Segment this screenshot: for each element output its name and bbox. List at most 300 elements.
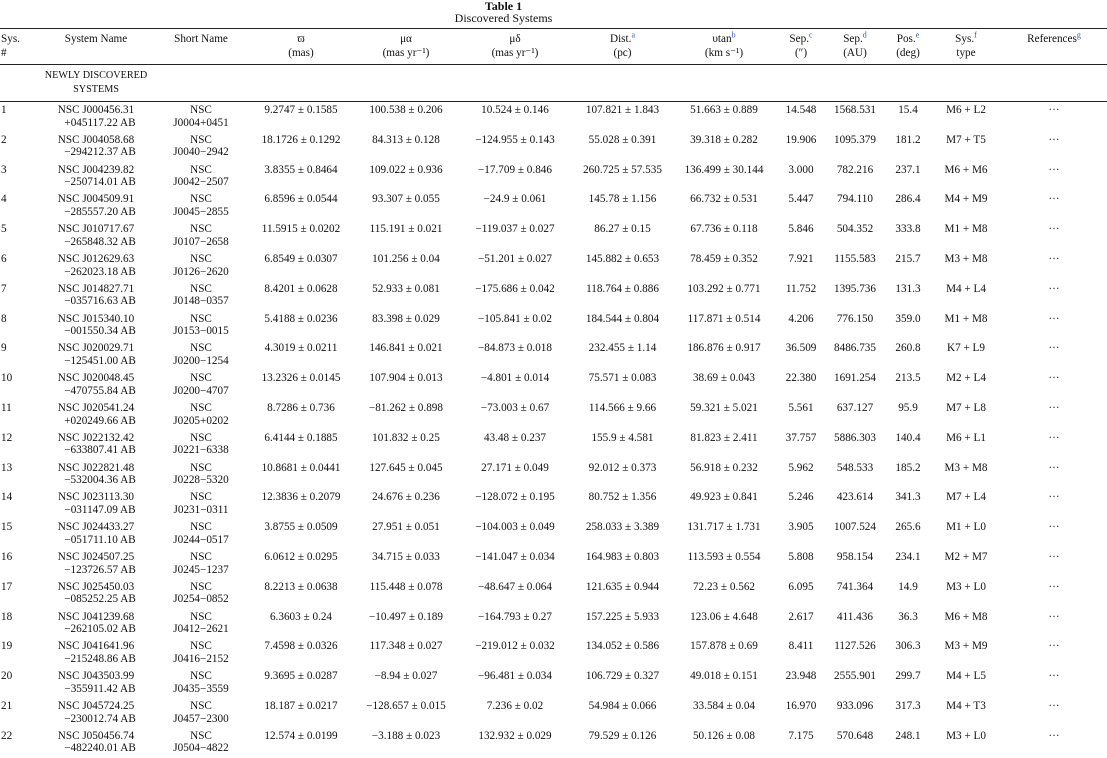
cell-short-name: NSC J0200−4707 [173,372,229,397]
cell-system-name: NSC J022821.48 −532004.36 AB [57,461,136,487]
cell-sep-arcsec: 4.206 [788,312,814,325]
cell-references: ··· [1048,699,1060,712]
cell-system-name: NSC J015340.10 −001550.34 AB [57,312,136,338]
cell-distance: 114.566 ± 9.66 [588,401,657,414]
cell-pos-angle: 14.9 [898,580,918,593]
cell-pm-dec: 27.171 ± 0.049 [481,461,549,474]
table-header-row [0,29,1107,65]
cell-system-name: NSC J020029.71 −125451.00 AB [57,342,136,367]
cell-parallax: 8.2213 ± 0.0638 [264,580,338,593]
table-row [0,311,1107,341]
cell-references: ··· [1048,640,1060,653]
cell-sys-num: 10 [1,372,13,385]
cell-pm-ra: 109.022 ± 0.936 [369,163,443,176]
cell-sys-type: M7 + L8 [946,401,986,414]
cell-pos-angle: 248.1 [895,729,921,742]
cell-pm-ra: 34.715 ± 0.033 [372,550,440,563]
cell-sys-type: M4 + T3 [946,699,986,712]
cell-distance: 92.012 ± 0.373 [588,461,657,474]
cell-parallax: 18.187 ± 0.0217 [264,699,338,712]
cell-short-name: NSC J0457−2300 [173,699,229,725]
cell-sep-au: 1691.254 [834,372,876,385]
cell-distance: 260.725 ± 57.535 [583,163,662,176]
cell-sys-type: M1 + L0 [946,521,986,534]
cell-vtan: 113.593 ± 0.554 [687,550,761,563]
cell-pm-dec: 10.524 ± 0.146 [481,104,549,116]
cell-pm-ra: 24.676 ± 0.236 [372,491,440,504]
cell-references: ··· [1048,729,1060,742]
cell-pm-dec: −73.003 ± 0.67 [480,401,550,414]
cell-pm-ra: 100.538 ± 0.206 [369,104,443,116]
cell-pm-ra: −10.497 ± 0.189 [369,610,443,623]
table-row [0,281,1107,311]
cell-system-name: NSC J043503.99 −355911.42 AB [57,670,136,695]
cell-distance: 80.752 ± 1.356 [588,491,657,504]
cell-sep-arcsec: 5.962 [788,461,814,474]
cell-sep-arcsec: 6.095 [788,580,814,593]
cell-sys-type: M2 + M7 [944,550,988,563]
cell-distance: 106.729 ± 0.327 [585,670,660,683]
cell-distance: 232.455 ± 1.14 [588,342,657,355]
cell-parallax: 11.5915 ± 0.0202 [261,223,341,236]
cell-sys-num: 19 [1,640,13,653]
table-row [0,400,1107,430]
cell-pm-ra: 93.307 ± 0.055 [372,193,440,206]
cell-sys-num: 12 [1,431,13,444]
cell-sep-au: 8486.735 [834,342,876,355]
cell-sep-arcsec: 8.411 [788,640,814,653]
cell-vtan: 123.06 ± 4.648 [690,610,758,623]
cell-system-name: NSC J041239.68 −262105.02 AB [57,610,136,636]
cell-vtan: 39.318 ± 0.282 [690,133,758,146]
cell-sep-au: 1095.379 [834,133,876,146]
cell-sep-arcsec: 36.509 [785,342,817,355]
cell-vtan: 67.736 ± 0.118 [690,223,758,236]
footnote-marker: g [1076,30,1081,40]
cell-short-name: NSC J0231−0311 [173,491,229,516]
cell-references: ··· [1048,193,1060,206]
cell-short-name: NSC J0254−0852 [173,580,229,606]
header-system-name: System Name [36,29,156,65]
cell-sys-num: 15 [1,521,13,534]
cell-parallax: 3.8755 ± 0.0509 [264,521,338,534]
cell-sep-arcsec: 5.808 [788,550,814,563]
cell-distance: 134.052 ± 0.586 [585,640,660,653]
cell-vtan: 33.584 ± 0.04 [692,699,756,712]
cell-system-name: NSC J023113.30 −031147.09 AB [57,491,136,516]
table-row [0,728,1107,758]
cell-parallax: 12.574 ± 0.0199 [264,729,338,742]
cell-distance: 79.529 ± 0.126 [588,729,657,742]
cell-distance: 86.27 ± 0.15 [594,223,651,236]
table-subtitle: Discovered Systems [454,11,553,25]
cell-vtan: 131.717 ± 1.731 [687,521,761,534]
cell-references: ··· [1048,610,1060,623]
cell-short-name: NSC J0221−6338 [173,431,229,457]
cell-short-name: NSC J0200−1254 [173,342,229,367]
cell-pos-angle: 234.1 [895,550,921,563]
cell-sys-type: M3 + M8 [944,252,988,265]
header-sys-type: Sys.$^f$ type [931,29,1001,65]
cell-sep-au: 2555.901 [834,670,876,683]
cell-pm-dec: −175.686 ± 0.042 [475,282,555,295]
cell-pm-ra: −3.188 ± 0.023 [371,729,441,742]
cell-vtan: 117.871 ± 0.514 [687,312,761,325]
cell-sys-num: 20 [1,670,13,683]
table-row [0,251,1107,281]
cell-sep-arcsec: 37.757 [785,431,817,444]
cell-sys-num: 3 [1,163,7,176]
cell-system-name: NSC J014827.71 −035716.63 AB [57,282,136,308]
cell-sys-type: M4 + M9 [944,193,988,206]
table-row [0,668,1107,698]
cell-short-name: NSC J0244−0517 [173,521,229,546]
cell-references: ··· [1048,372,1060,385]
cell-parallax: 6.4144 ± 0.1885 [264,431,338,444]
cell-pm-ra: 101.256 ± 0.04 [372,252,440,265]
cell-pm-ra: 107.904 ± 0.013 [369,372,443,385]
cell-short-name: NSC J0205+0202 [173,401,229,427]
cell-references: ··· [1048,104,1060,116]
cell-references: ··· [1048,670,1060,683]
cell-short-name: NSC J0435−3559 [173,670,229,695]
cell-pm-dec: −84.873 ± 0.018 [478,342,552,355]
cell-pm-dec: 7.236 ± 0.02 [486,699,544,712]
cell-parallax: 6.8596 ± 0.0544 [264,193,338,206]
cell-pm-ra: 101.832 ± 0.25 [372,431,440,444]
table-row [0,191,1107,221]
cell-short-name: NSC J0148−0357 [173,282,229,308]
cell-references: ··· [1048,461,1060,474]
cell-distance: 121.635 ± 0.944 [585,580,660,593]
cell-vtan: 50.126 ± 0.08 [692,729,756,742]
cell-sep-au: 411.436 [837,610,873,623]
cell-vtan: 51.663 ± 0.889 [690,104,758,116]
cell-parallax: 9.3695 ± 0.0287 [264,670,338,683]
cell-system-name: NSC J022132.42 −633807.41 AB [57,431,136,457]
footnote-marker: d [862,30,867,40]
cell-sep-au: 1568.531 [834,104,876,116]
cell-sys-num: 5 [1,223,7,236]
table-row [0,221,1107,251]
cell-distance: 164.983 ± 0.803 [585,550,660,563]
cell-vtan: 78.459 ± 0.352 [690,252,758,265]
cell-short-name: NSC J0040−2942 [173,133,229,159]
table-row [0,430,1107,460]
cell-short-name: NSC J0412−2621 [173,610,229,636]
cell-sys-num: 7 [1,282,7,295]
cell-sys-num: 4 [1,193,7,206]
cell-distance: 75.571 ± 0.083 [588,372,657,385]
cell-sys-num: 14 [1,491,13,504]
cell-pos-angle: 333.8 [895,223,921,236]
cell-distance: 157.225 ± 5.933 [585,610,660,623]
cell-pm-ra: 117.348 ± 0.027 [369,640,443,653]
cell-vtan: 56.918 ± 0.232 [690,461,758,474]
cell-short-name: NSC J0126−2620 [173,252,229,278]
cell-sys-num: 2 [1,133,7,146]
cell-sep-arcsec: 2.617 [788,610,814,623]
cell-pm-dec: 132.932 ± 0.029 [478,729,552,742]
cell-sep-au: 933.096 [836,699,874,712]
table-row [0,579,1107,609]
cell-pos-angle: 215.7 [895,252,921,265]
cell-sep-arcsec: 5.246 [788,491,814,504]
cell-sep-arcsec: 16.970 [785,699,817,712]
cell-sep-arcsec: 3.905 [788,521,814,534]
header-sep-au: Sep.$^d$ (AU) [825,29,885,65]
header-parallax: ϖ (mas) [246,29,356,65]
cell-pm-dec: −96.481 ± 0.034 [478,670,552,683]
cell-system-name: NSC J024433.27 −051711.10 AB [57,521,136,546]
header-sys-num: Sys. # [0,29,36,65]
cell-parallax: 8.4201 ± 0.0628 [264,282,338,295]
cell-vtan: 49.018 ± 0.151 [690,670,758,683]
cell-sys-type: M4 + L5 [946,670,986,683]
footnote-marker: f [974,30,977,40]
cell-sys-type: M4 + L4 [946,282,986,295]
cell-sep-au: 776.150 [836,312,874,325]
cell-sys-type: M2 + L4 [946,372,986,385]
cell-sep-arcsec: 5.561 [788,401,814,414]
cell-vtan: 81.823 ± 2.411 [690,431,758,444]
cell-pm-dec: −219.012 ± 0.032 [475,640,555,653]
cell-distance: 54.984 ± 0.066 [588,699,657,712]
cell-short-name: NSC J0004+0451 [173,104,229,129]
cell-parallax: 6.8549 ± 0.0307 [264,252,338,265]
cell-sys-type: M3 + M8 [944,461,988,474]
cell-pos-angle: 265.6 [895,521,921,534]
cell-vtan: 103.292 ± 0.771 [687,282,761,295]
cell-sys-num: 13 [1,461,13,474]
cell-pm-ra: 84.313 ± 0.128 [372,133,440,146]
cell-sep-au: 548.533 [836,461,874,474]
discovered-systems-table [0,28,1107,758]
cell-references: ··· [1048,491,1060,504]
cell-short-name: NSC J0416−2152 [173,640,229,665]
cell-vtan: 136.499 ± 30.144 [684,163,764,176]
cell-pos-angle: 299.7 [895,670,921,683]
cell-vtan: 38.69 ± 0.043 [692,372,756,385]
table-row [0,638,1107,668]
table-row [0,698,1107,728]
cell-pm-ra: 115.448 ± 0.078 [369,580,443,593]
cell-sep-arcsec: 19.906 [785,133,817,146]
cell-short-name: NSC J0245−1237 [173,550,229,576]
cell-sep-au: 782.216 [836,163,874,176]
cell-distance: 55.028 ± 0.391 [588,133,657,146]
table-row [0,460,1107,490]
cell-references: ··· [1048,431,1060,444]
cell-sys-type: M6 + L1 [946,431,986,444]
cell-sep-au: 1127.526 [834,640,876,653]
cell-system-name: NSC J004239.82 −250714.01 AB [57,163,136,189]
cell-references: ··· [1048,282,1060,295]
cell-sys-num: 8 [1,312,7,325]
cell-sep-arcsec: 14.548 [785,104,817,116]
section-label: NEWLY DISCOVERED SYSTEMS [36,65,156,102]
cell-system-name: NSC J041641.96 −215248.86 AB [57,640,136,665]
cell-sep-arcsec: 7.921 [788,252,814,265]
cell-pm-ra: −8.94 ± 0.027 [374,670,438,683]
footnote-marker: c [809,30,813,40]
cell-pos-angle: 286.4 [895,193,921,206]
cell-distance: 145.78 ± 1.156 [588,193,657,206]
cell-parallax: 18.1726 ± 0.1292 [261,133,341,146]
cell-references: ··· [1048,521,1060,534]
table-row [0,609,1107,639]
cell-pm-dec: −17.709 ± 0.846 [478,163,552,176]
table-row [0,162,1107,192]
cell-distance: 107.821 ± 1.843 [585,104,660,116]
cell-sys-type: M6 + L2 [946,104,986,116]
cell-pm-ra: −81.262 ± 0.898 [369,401,443,414]
cell-references: ··· [1048,133,1060,146]
cell-references: ··· [1048,312,1060,325]
cell-references: ··· [1048,401,1060,414]
cell-pos-angle: 15.4 [898,104,918,116]
cell-sep-au: 1395.736 [834,282,876,295]
cell-pos-angle: 341.3 [895,491,921,504]
cell-sys-type: M1 + M8 [944,312,988,325]
cell-sys-type: M7 + T5 [946,133,986,146]
cell-short-name: NSC J0107−2658 [173,223,229,248]
cell-sys-type: M3 + L0 [946,580,986,593]
cell-short-name: NSC J0042−2507 [173,163,229,189]
cell-vtan: 186.876 ± 0.917 [687,342,761,355]
cell-short-name: NSC J0153−0015 [173,312,229,338]
cell-sys-type: M3 + L0 [946,729,986,742]
cell-vtan: 49.923 ± 0.841 [690,491,758,504]
cell-vtan: 59.321 ± 5.021 [690,401,758,414]
cell-pos-angle: 140.4 [895,431,921,444]
cell-short-name: NSC J0504−4822 [173,729,229,755]
cell-sep-au: 504.352 [836,223,874,236]
cell-references: ··· [1048,580,1060,593]
cell-sys-type: M6 + M6 [944,163,988,176]
cell-parallax: 3.8355 ± 0.8464 [264,163,338,176]
cell-pm-dec: −124.955 ± 0.143 [475,133,555,146]
cell-vtan: 72.23 ± 0.562 [692,580,756,593]
cell-references: ··· [1048,252,1060,265]
cell-sep-au: 570.648 [836,729,874,742]
cell-pm-ra: 146.841 ± 0.021 [369,342,443,355]
cell-system-name: NSC J000456.31 +045117.22 AB [57,104,136,129]
footnote-marker: b [731,30,736,40]
cell-parallax: 9.2747 ± 0.1585 [264,104,338,116]
table-row [0,549,1107,579]
cell-sys-num: 18 [1,610,13,623]
cell-sep-au: 958.154 [836,550,874,563]
cell-pm-dec: −164.793 ± 0.27 [478,610,552,623]
cell-sys-type: M7 + L4 [946,491,986,504]
header-distance: Dist.$^a$ (pc) [574,29,671,65]
cell-sep-arcsec: 3.000 [788,163,814,176]
cell-pos-angle: 237.1 [895,163,921,176]
cell-references: ··· [1048,223,1060,236]
table-row [0,370,1107,400]
header-pos-angle: Pos.$^e$ (deg) [885,29,931,65]
cell-pm-dec: −4.801 ± 0.014 [480,372,550,385]
cell-pm-ra: 115.191 ± 0.021 [369,223,443,236]
cell-sys-num: 21 [1,699,13,712]
cell-sys-num: 22 [1,729,13,742]
cell-sep-au: 5886.303 [834,431,876,444]
cell-references: ··· [1048,550,1060,563]
cell-parallax: 6.3603 ± 0.24 [269,610,333,623]
cell-pos-angle: 95.9 [898,401,918,414]
header-sep-arcsec: Sep.$^c$ (″) [777,29,825,65]
cell-short-name: NSC J0045−2855 [173,193,229,218]
cell-system-name: NSC J012629.63 −262023.18 AB [57,252,136,278]
cell-pos-angle: 181.2 [895,133,921,146]
cell-pos-angle: 317.3 [895,699,921,712]
cell-references: ··· [1048,163,1060,176]
cell-system-name: NSC J020048.45 −470755.84 AB [57,372,136,397]
cell-parallax: 10.8681 ± 0.0441 [261,461,341,474]
cell-sys-type: M1 + M8 [944,223,988,236]
cell-parallax: 8.7286 ± 0.736 [267,401,335,414]
cell-pm-ra: 27.951 ± 0.051 [372,521,440,534]
cell-sys-num: 17 [1,580,13,593]
cell-sep-au: 1155.583 [834,252,876,265]
cell-sep-arcsec: 5.447 [788,193,814,206]
cell-sep-au: 423.614 [836,491,874,504]
section-row [0,65,1107,102]
cell-parallax: 7.4598 ± 0.0326 [264,640,338,653]
cell-system-name: NSC J050456.74 −482240.01 AB [57,729,136,755]
cell-sys-num: 16 [1,550,13,563]
cell-pm-dec: 43.48 ± 0.237 [483,431,547,444]
cell-parallax: 5.4188 ± 0.0236 [264,312,338,325]
footnote-marker: a [631,30,635,40]
cell-system-name: NSC J024507.25 −123726.57 AB [57,550,136,576]
header-short-name: Short Name [156,29,246,65]
cell-sep-au: 741.364 [836,580,874,593]
cell-vtan: 157.878 ± 0.69 [690,640,758,653]
cell-pos-angle: 131.3 [895,282,921,295]
table-row [0,102,1107,132]
header-pm-dec: μδ (mas yr⁻¹) [456,29,574,65]
cell-short-name: NSC J0228−5320 [173,461,229,487]
cell-sep-au: 794.110 [837,193,873,206]
header-references: References$^g$ [1001,29,1107,65]
cell-distance: 155.9 ± 4.581 [591,431,654,444]
cell-sep-arcsec: 22.380 [785,372,817,385]
cell-sep-arcsec: 5.846 [788,223,814,236]
table-caption [0,0,1007,24]
cell-parallax: 13.2326 ± 0.0145 [261,372,341,385]
cell-distance: 258.033 ± 3.389 [585,521,660,534]
cell-sep-arcsec: 11.752 [785,282,817,295]
cell-pos-angle: 260.8 [895,342,921,355]
header-pm-ra: μα (mas yr⁻¹) [356,29,456,65]
cell-pos-angle: 306.3 [895,640,921,653]
cell-references: ··· [1048,342,1060,355]
cell-sys-type: K7 + L9 [946,342,985,355]
cell-sep-arcsec: 23.948 [785,670,817,683]
cell-sys-num: 1 [1,104,7,116]
cell-system-name: NSC J004509.91 −285557.20 AB [57,193,136,218]
cell-sys-num: 6 [1,252,7,265]
table-row [0,519,1107,549]
cell-distance: 184.544 ± 0.804 [585,312,660,325]
cell-pm-ra: 83.398 ± 0.029 [372,312,440,325]
cell-pos-angle: 185.2 [895,461,921,474]
cell-pm-dec: −119.037 ± 0.027 [475,223,555,236]
cell-pm-dec: −141.047 ± 0.034 [475,550,555,563]
header-vtan: υtan$^b$ (km s⁻¹) [671,29,777,65]
